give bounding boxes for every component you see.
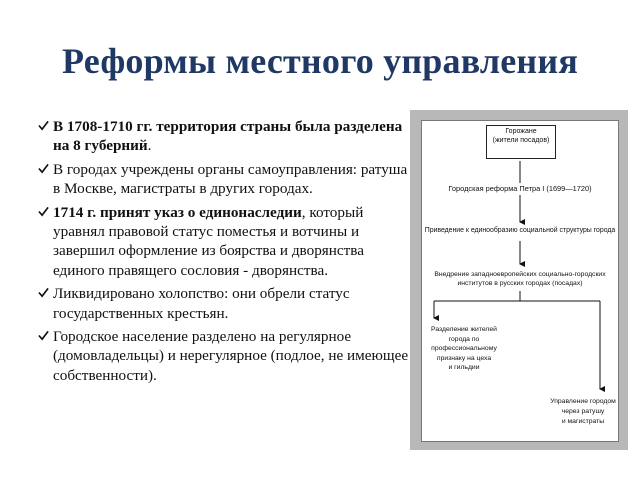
step-western-institutions: Внедрение западноевропейских социально-городских институтов в русских городах (посадах) [434, 271, 606, 287]
reform-diagram [421, 120, 619, 442]
bullet-item [38, 160, 410, 199]
diagram-frame [410, 110, 628, 450]
bullet-item [38, 284, 410, 323]
bullet-bold-text: В 1708-1710 гг. территория страны была разделена на 8 губерний [53, 118, 403, 155]
left-result-guilds: Разделение жителей города по профессиональному признаку на цеха и гильдии [431, 326, 497, 372]
bullet-text: В городах учреждены органы самоуправления: ратуша в Москве, магистраты в других городах. [53, 160, 408, 198]
checkmark-icon [38, 287, 49, 298]
bullet-item [38, 117, 410, 156]
bullet-text: Городское население разделено на регулярное (домовладельцы) и нерегулярное (подлое, не имеющее собственности). [53, 328, 409, 384]
slide-title: Реформы местного управления [61, 41, 578, 81]
reform-label: Городская реформа Петра I (1699—1720) [448, 184, 592, 193]
step-unification: Приведение к единообразию социальной структуры города [424, 227, 616, 234]
bullet-text: Ликвидировано холопство: они обрели статус государственных крестьян. [53, 285, 350, 322]
citizens-label: Горожане (жители посадов) [492, 128, 550, 144]
right-result-city-management: Управление городом через ратушу и магистраты [550, 398, 616, 425]
citizens-box [486, 125, 556, 159]
checkmark-icon [38, 330, 49, 341]
bullet-item [38, 327, 410, 385]
checkmark-icon [38, 206, 49, 217]
bullet-list [38, 117, 410, 389]
bullet-item [38, 203, 410, 281]
checkmark-icon [38, 120, 49, 131]
bullet-text: . [147, 137, 152, 155]
bullet-bold-text: 1714 г. принят указ о единонаследии [53, 203, 302, 221]
checkmark-icon [38, 163, 49, 174]
bullet-text: , который уравнял правовой статус поместья и вотчины и завершил оформление из боярства и дворянства единого правящего сословия - дворянства. [53, 203, 365, 279]
